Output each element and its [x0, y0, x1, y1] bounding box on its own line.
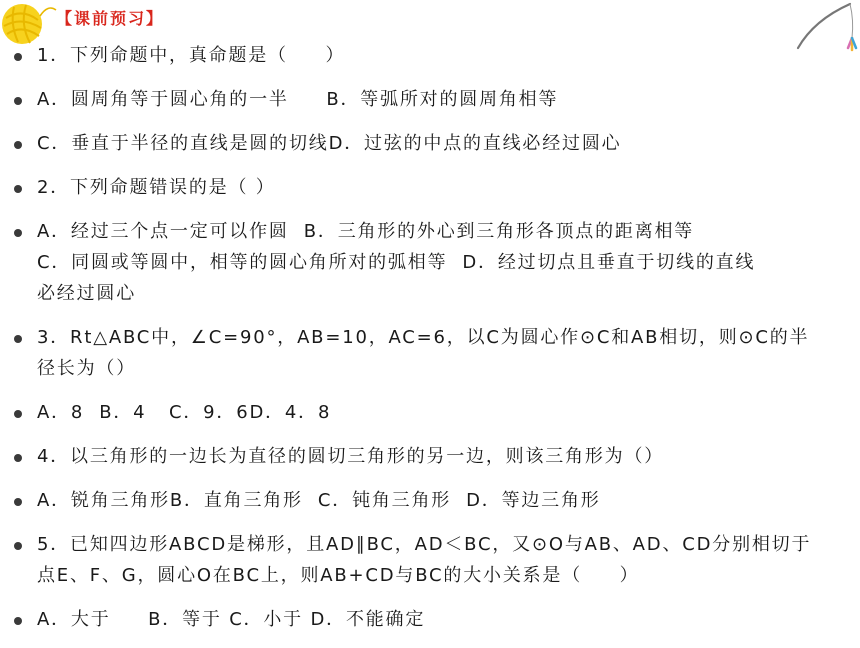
bullet-icon	[14, 185, 22, 193]
list-item	[14, 84, 844, 115]
list-item	[14, 604, 844, 635]
bullet-icon	[14, 335, 22, 343]
question-text: 1．下列命题中，真命题是（ ）	[37, 45, 346, 66]
question-text: 5．已知四边形ABCD是梯形，且AD∥BC，AD＜BC，又⊙O与AB、AD、CD分别相切于	[37, 534, 812, 555]
list-item	[14, 172, 844, 203]
question-text: 2．下列命题错误的是（ ）	[37, 177, 276, 198]
list-item	[14, 441, 844, 472]
bullet-icon	[14, 97, 22, 105]
option-text: A．大于 B．等于 C．小于 D．不能确定	[37, 609, 426, 630]
option-text: A．8 B．4 C．9．6D．4．8	[37, 402, 332, 423]
list-item	[14, 529, 844, 591]
question-text: 4．以三角形的一边长为直径的圆切三角形的另一边，则该三角形为（）	[37, 446, 665, 467]
option-text: A．经过三个点一定可以作圆 B．三角形的外心到三角形各顶点的距离相等	[37, 221, 695, 242]
list-item	[14, 397, 844, 428]
list-item	[14, 128, 844, 159]
option-text: C．同圆或等圆中，相等的圆心角所对的弧相等 D．经过切点且垂直于切线的直线	[37, 252, 756, 273]
option-text: C．垂直于半径的直线是圆的切线D．过弦的中点的直线必经过圆心	[37, 133, 622, 154]
section-title: 【课前预习】	[56, 9, 165, 28]
option-text: A．锐角三角形B．直角三角形 C．钝角三角形 D．等边三角形	[37, 490, 601, 511]
list-item	[14, 322, 844, 384]
bullet-icon	[14, 542, 22, 550]
option-text: 必经过圆心	[37, 283, 136, 304]
list-item	[14, 485, 844, 516]
bullet-icon	[14, 53, 22, 61]
bullet-icon	[14, 141, 22, 149]
list-item	[14, 40, 844, 71]
question-list	[14, 40, 844, 648]
question-text: 径长为（）	[37, 358, 136, 379]
bullet-icon	[14, 229, 22, 237]
question-text: 点E、F、G，圆心O在BC上，则AB+CD与BC的大小关系是（ ）	[37, 565, 640, 586]
bullet-icon	[14, 454, 22, 462]
bullet-icon	[14, 498, 22, 506]
bullet-icon	[14, 410, 22, 418]
list-item	[14, 216, 844, 309]
option-text: A．圆周角等于圆心角的一半 B．等弧所对的圆周角相等	[37, 89, 559, 110]
question-text: 3．Rt△ABC中，∠C=90°，AB=10，AC=6，以C为圆心作⊙C和AB相切，则⊙C的半	[37, 327, 810, 348]
bullet-icon	[14, 617, 22, 625]
